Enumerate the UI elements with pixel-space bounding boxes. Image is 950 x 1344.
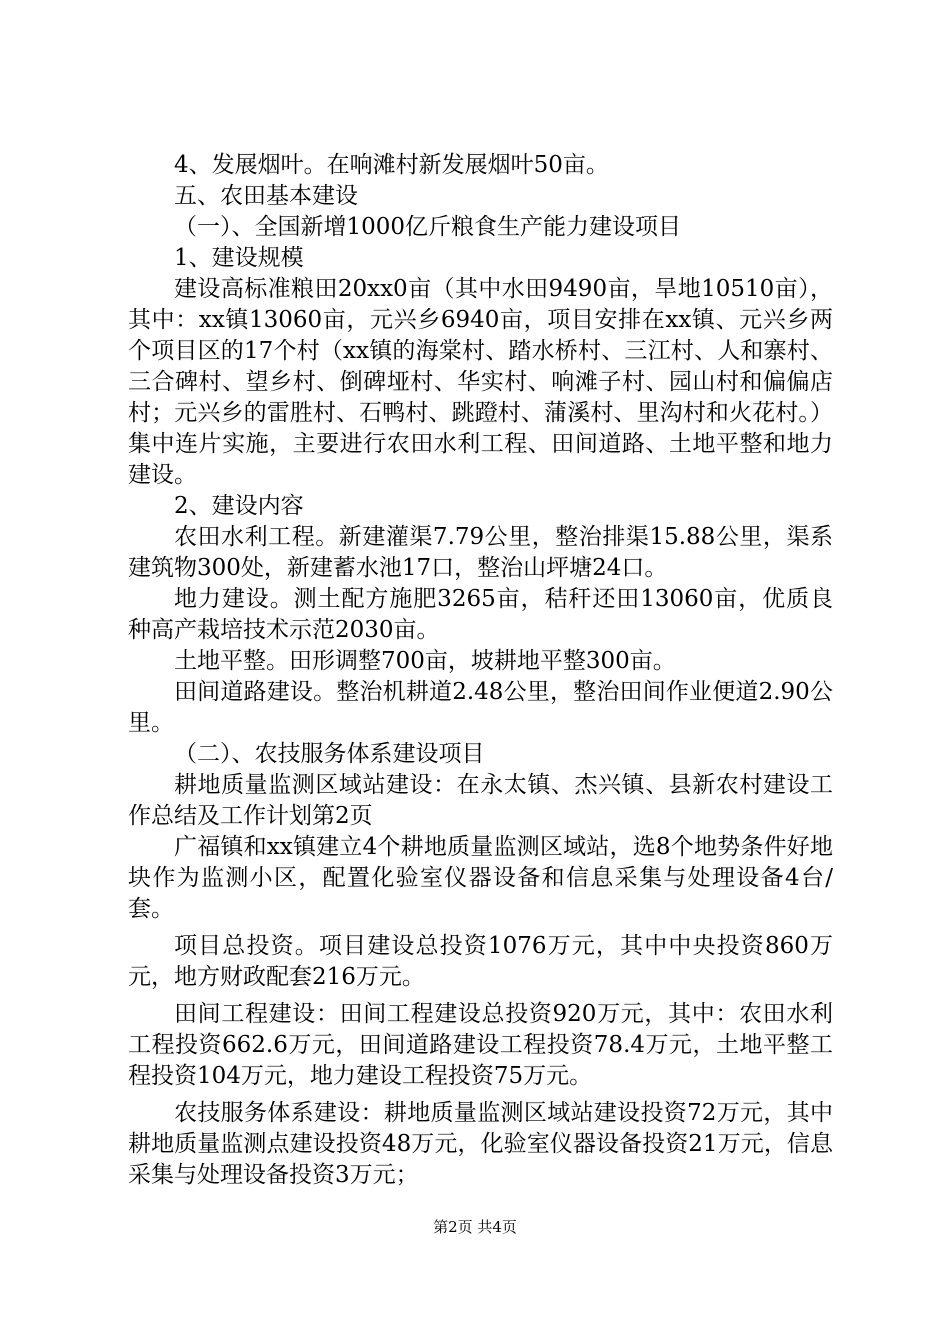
paragraph-monitoring-station-cont: 广福镇和xx镇建立4个耕地质量监测区域站，选8个地势条件好地块作为监测小区，配置化验室仪器设备和信息采集与处理设备4台/套。 <box>128 834 833 922</box>
paragraph-total-investment: 项目总投资。项目建设总投资1076万元，其中中央投资860万元，地方财政配套216万元。 <box>128 933 833 990</box>
paragraph-service-system: 农技服务体系建设：耕地质量监测区域站建设投资72万元，其中耕地质量监测点建设投资48万元，化验室仪器设备投资21万元，信息采集与处理设备投资3万元； <box>128 1100 833 1188</box>
paragraph-soil-fertility: 地力建设。测土配方施肥3265亩，秸秆还田13060亩，优质良种高产栽培技术示范2030亩。 <box>128 586 833 643</box>
paragraph-construction-scale: 建设高标准粮田20xx0亩（其中水田9490亩，旱地10510亩），其中：xx镇13060亩，元兴乡6940亩，项目安排在xx镇、元兴乡两个项目区的17个村（xx镇的海棠村、踏水桥村、三江村、人和寨村、三合碑村、望乡村、倒碑垭村、华实村、响滩子村、园山村和偏偏店村；元兴乡的雷胜村、石鸭村、跳蹬村、蒲溪村、里沟村和火花村。）集中连片实施，主要进行农田水利工程、田间道路、土地平整和地力建设。 <box>128 276 833 488</box>
heading-grain-project: （一）、全国新增1000亿斤粮食生产能力建设项目 <box>174 214 682 240</box>
heading-construction-scale: 1、建设规模 <box>174 245 304 271</box>
paragraph-field-engineering: 田间工程建设：田间工程建设总投资920万元，其中：农田水利工程投资662.6万元，田间道路建设工程投资78.4万元，土地平整工程投资104万元，地力建设工程投资75万元。 <box>128 1001 833 1089</box>
paragraph-water-conservancy: 农田水利工程。新建灌渠7.79公里，整治排渠15.88公里，渠系建筑物300处，新建蓄水池17口，整治山坪塘24口。 <box>128 524 833 581</box>
paragraph-tobacco: 4、发展烟叶。在响滩村新发展烟叶50亩。 <box>174 152 609 178</box>
page-body <box>128 150 833 1191</box>
heading-construction-content: 2、建设内容 <box>174 493 304 519</box>
paragraph-field-roads: 田间道路建设。整治机耕道2.48公里，整治田间作业便道2.90公里。 <box>128 679 833 736</box>
heading-agri-tech-service: （二）、农技服务体系建设项目 <box>174 741 485 767</box>
page-number-footer: 第2页 共4页 <box>433 1218 517 1236</box>
paragraph-land-leveling: 土地平整。田形调整700亩，坡耕地平整300亩。 <box>174 648 676 674</box>
heading-farmland-construction: 五、农田基本建设 <box>174 183 358 209</box>
paragraph-monitoring-station: 耕地质量监测区域站建设：在永太镇、杰兴镇、县新农村建设工作总结及工作计划第2页 <box>128 772 833 829</box>
